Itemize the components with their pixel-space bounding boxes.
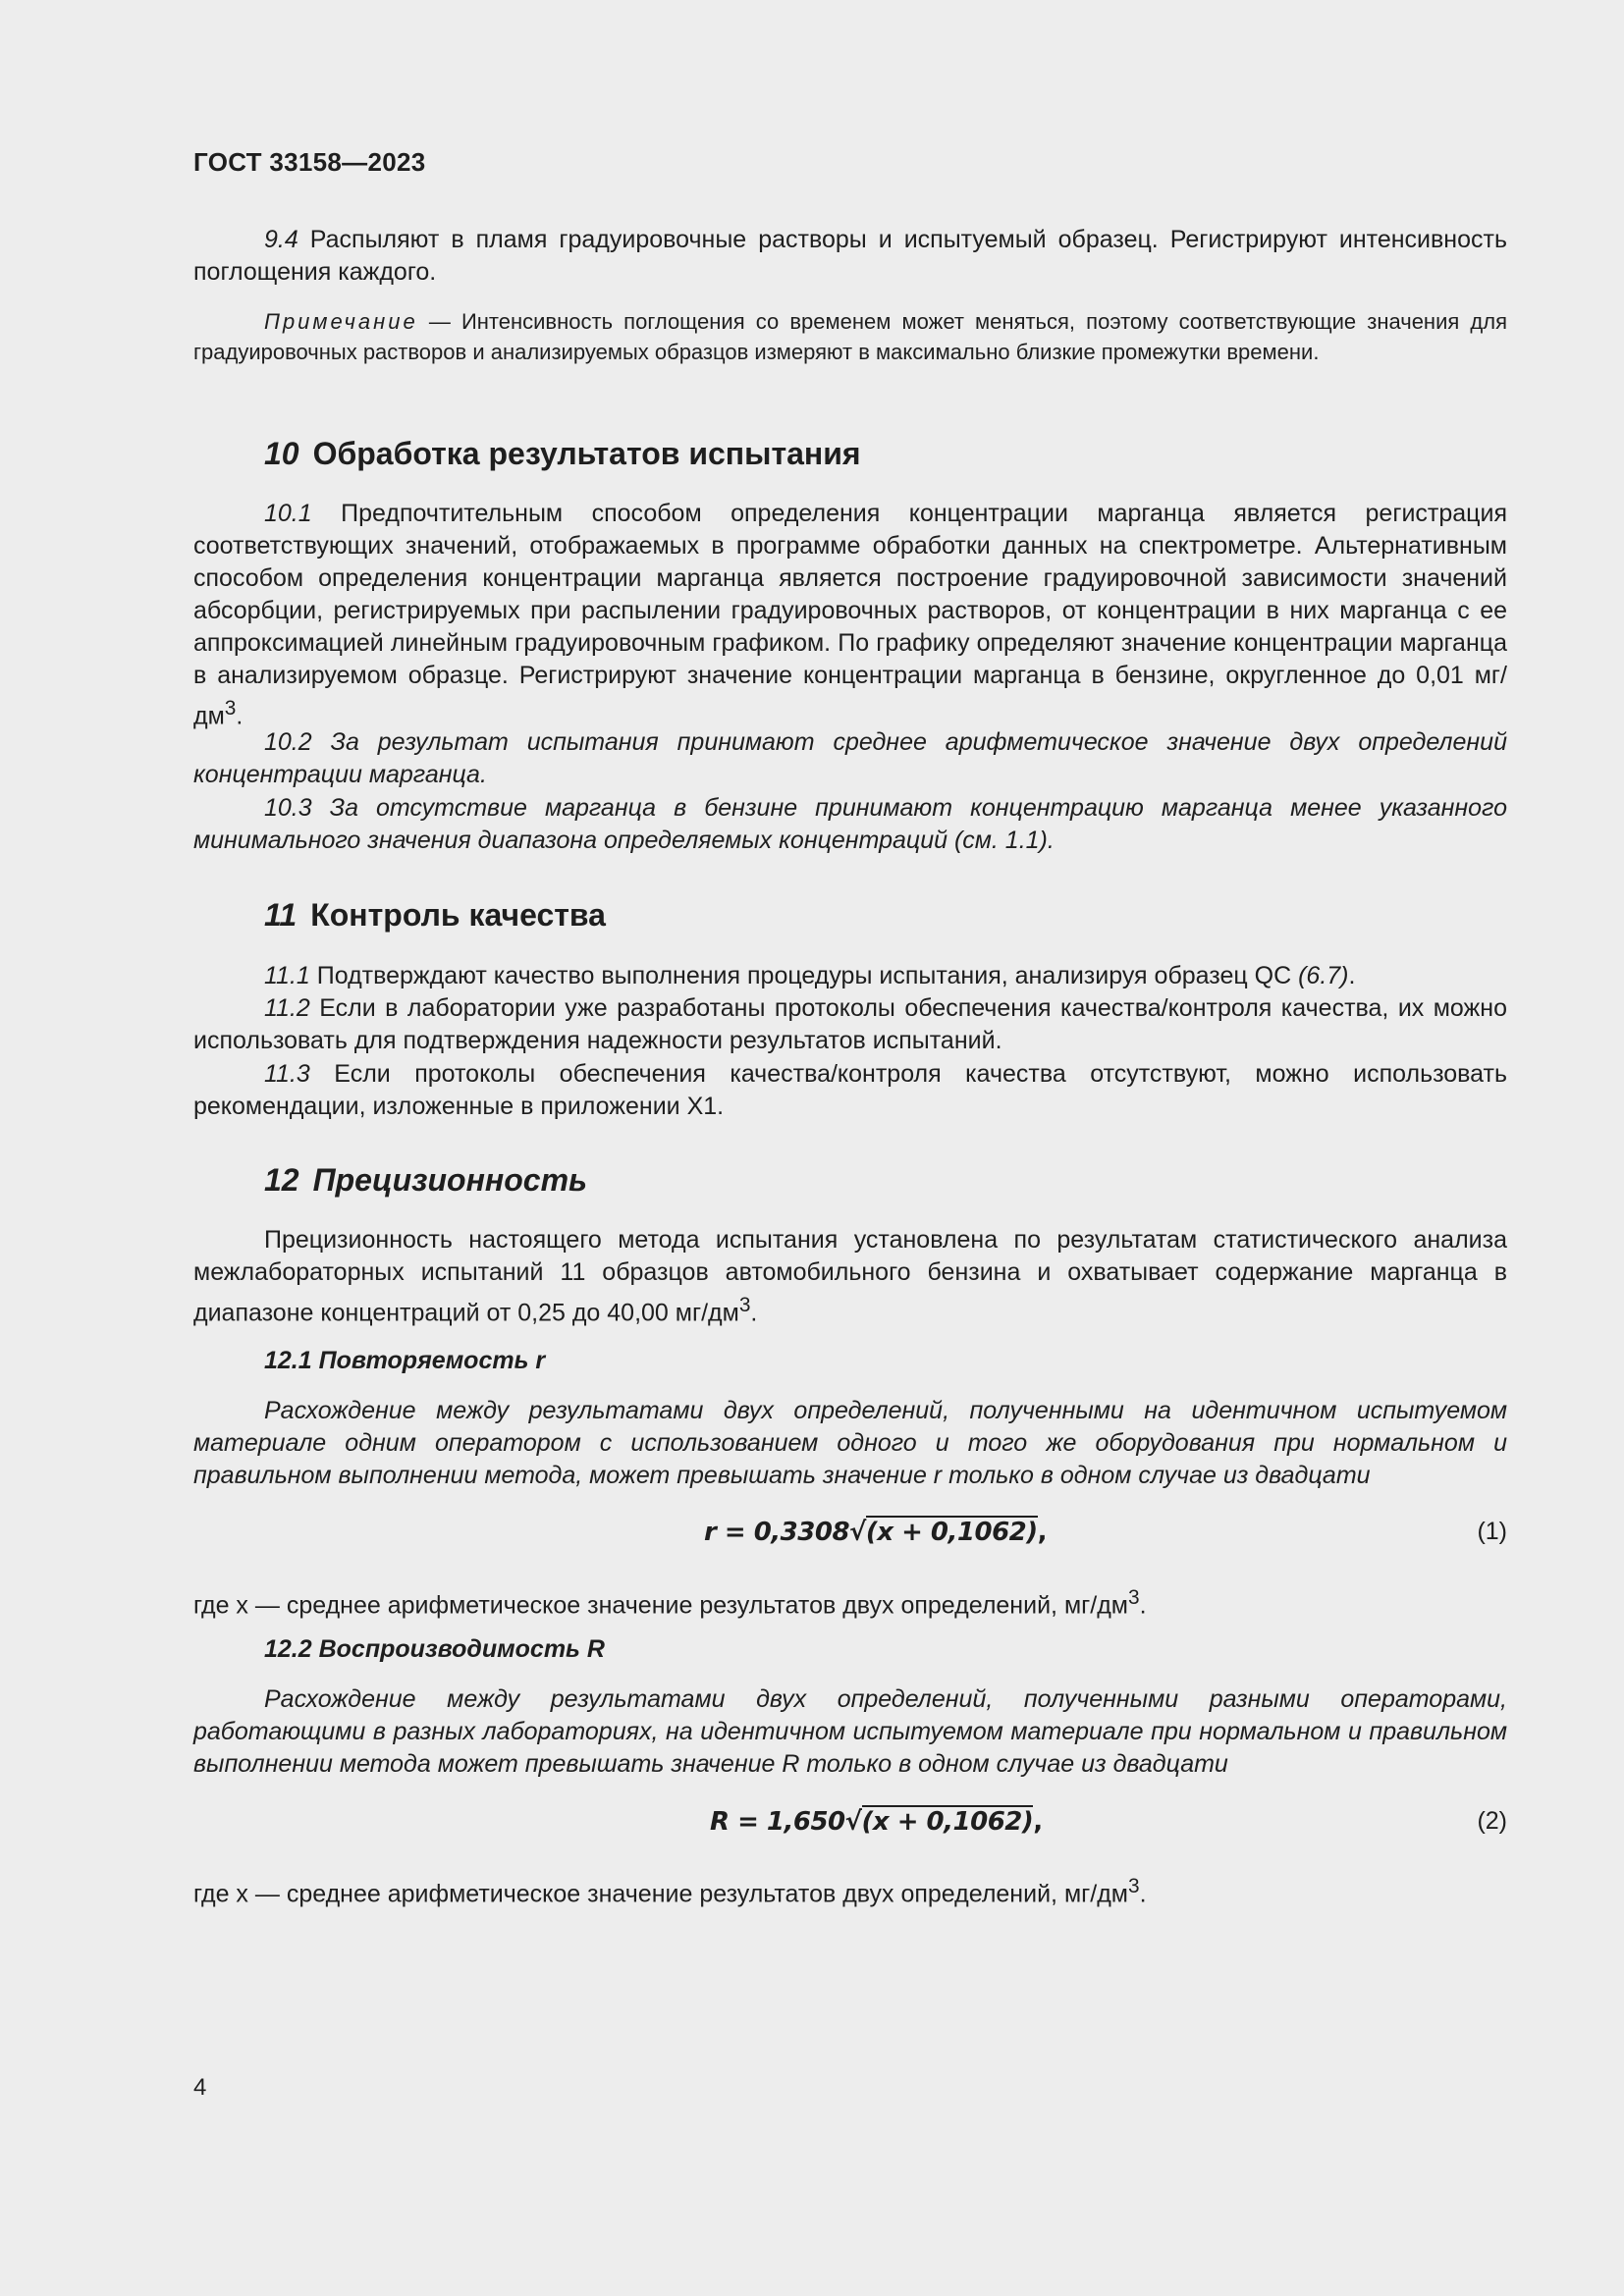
superscript: 3 [1127, 1875, 1140, 1897]
cross-reference: (6.7) [1298, 962, 1349, 989]
paragraph-10-2 [193, 726, 1507, 791]
formula-expression [704, 1518, 1047, 1547]
formula-radicand: (x + 0,1062) [865, 1518, 1038, 1547]
formula-2 [193, 1807, 1507, 1846]
paragraph-11-3 [193, 1058, 1507, 1123]
formula-1 [193, 1518, 1507, 1557]
paragraph-number: 10.2 [264, 728, 312, 756]
formula-expression [710, 1807, 1043, 1837]
subsection-12-1-heading: 12.1 Повторяемость r [264, 1347, 546, 1374]
superscript: 3 [738, 1294, 751, 1316]
paragraph-number: 11.2 [264, 994, 310, 1022]
paragraph-12-intro [193, 1224, 1507, 1329]
paragraph-12-1: Расхождение между результатами двух определений, полученными на идентичном испытуемом материале одним оператором с использованием одного и того же оборудования при нормальном и правильном выполнении метода, может превышать значение r только в одном случае из двадцати [193, 1397, 1507, 1489]
sqrt-sign: √ [849, 1518, 866, 1547]
paragraph-9-4 [193, 224, 1507, 289]
section-number: 10 [264, 436, 299, 471]
punctuation: . [236, 702, 244, 730]
note-label: Примечание [264, 309, 418, 334]
paragraph-10-1 [193, 498, 1507, 732]
page-number: 4 [193, 2074, 207, 2101]
paragraph-number: 10.1 [264, 500, 312, 527]
section-title: Прецизионность [312, 1162, 588, 1198]
formula-radicand: (x + 0,1062) [861, 1807, 1034, 1837]
where-text: где x — среднее арифметическое значение результатов двух определений, мг/дм [193, 1591, 1128, 1620]
section-11-heading [264, 897, 606, 934]
document-page [193, 0, 1507, 2296]
paragraph-number: 9.4 [264, 226, 298, 253]
paragraph-text: Распыляют в пламя градуировочные растворы и испытуемый образец. Регистрируют интенсивность поглощения каждого. [193, 226, 1507, 286]
equation-number: (2) [1477, 1807, 1507, 1835]
punctuation: . [1348, 962, 1356, 989]
paragraph-text: За результат испытания принимают среднее арифметическое значение двух определений концентрации марганца. [193, 728, 1507, 788]
paragraph-text: Если протоколы обеспечения качества/контроля качества отсутствуют, можно использовать рекомендации, изложенные в приложении Х1. [193, 1060, 1508, 1120]
paragraph-11-2 [193, 992, 1507, 1057]
paragraph-text: Подтверждают качество выполнения процедуры испытания, анализируя образец QC [316, 962, 1292, 989]
punctuation: . [750, 1299, 758, 1327]
where-clause-2 [193, 1870, 1507, 1910]
document-code: ГОСТ 33158—2023 [193, 147, 426, 177]
note [193, 306, 1507, 367]
paragraph-text: За отсутствие марганца в бензине принимают концентрацию марганца менее указанного минимального значения диапазона определяемых концентраций (см. 1.1). [193, 794, 1507, 854]
formula-lhs: R = 1,650 [710, 1807, 845, 1837]
paragraph-10-3 [193, 792, 1507, 857]
section-10-heading [264, 436, 861, 472]
section-title: Обработка результатов испытания [312, 436, 861, 471]
superscript: 3 [224, 697, 237, 720]
equation-number: (1) [1477, 1518, 1507, 1545]
paragraph-number: 11.3 [264, 1060, 310, 1088]
formula-lhs: r = 0,3308 [704, 1518, 850, 1547]
sqrt-sign: √ [844, 1807, 862, 1837]
subsection-12-2-heading: 12.2 Воспроизводимость R [264, 1635, 605, 1663]
formula-tail: , [1037, 1518, 1048, 1547]
where-clause-1 [193, 1581, 1507, 1622]
section-12-heading [264, 1162, 587, 1199]
punctuation: . [1139, 1591, 1147, 1620]
paragraph-text: Предпочтительным способом определения концентрации марганца является регистрация соответствующих значений, отображаемых в программе обработки данных на спектрометре. Альтернативным способом определения концентрации марганца является построение градуировочной зависимости значений абсорбции, регистрируемых при распылении градуировочных растворов, от концентрации в них марганца с ее аппроксимацией линейным градуировочным графиком. По графику определяют значение концентрации марганца в анализируемом образце. Регистрируют значение концентрации марганца в бензине, округленное до 0,01 мг/дм [193, 500, 1507, 730]
superscript: 3 [1127, 1586, 1140, 1609]
paragraph-text: Прецизионность настоящего метода испытания установлена по результатам статистического анализа межлабораторных испытаний 11 образцов автомобильного бензина и охватывает содержание марганца в диапазоне концентраций от 0,25 до 40,00 мг/дм [193, 1226, 1507, 1327]
paragraph-number: 10.3 [264, 794, 312, 822]
section-number: 12 [264, 1162, 299, 1198]
paragraph-number: 11.1 [264, 962, 310, 989]
section-number: 11 [264, 897, 298, 933]
where-text: где x — среднее арифметическое значение результатов двух определений, мг/дм [193, 1880, 1128, 1908]
paragraph-text: Если в лаборатории уже разработаны протоколы обеспечения качества/контроля качества, их можно использовать для подтверждения надежности результатов испытаний. [193, 994, 1507, 1054]
section-title: Контроль качества [310, 897, 606, 933]
formula-tail: , [1033, 1807, 1043, 1837]
note-text: — Интенсивность поглощения со временем может меняться, поэтому соответствующие значения для градуировочных растворов и анализируемых образцов измеряют в максимально близкие промежутки времени. [193, 309, 1507, 364]
punctuation: . [1139, 1880, 1147, 1908]
paragraph-11-1 [193, 960, 1507, 992]
paragraph-12-2: Расхождение между результатами двух определений, полученными разными операторами, работающими в разных лабораториях, на идентичном испытуемом материале при нормальном и правильном выполнении метода может превышать значение R только в одном случае из двадцати [193, 1685, 1507, 1778]
